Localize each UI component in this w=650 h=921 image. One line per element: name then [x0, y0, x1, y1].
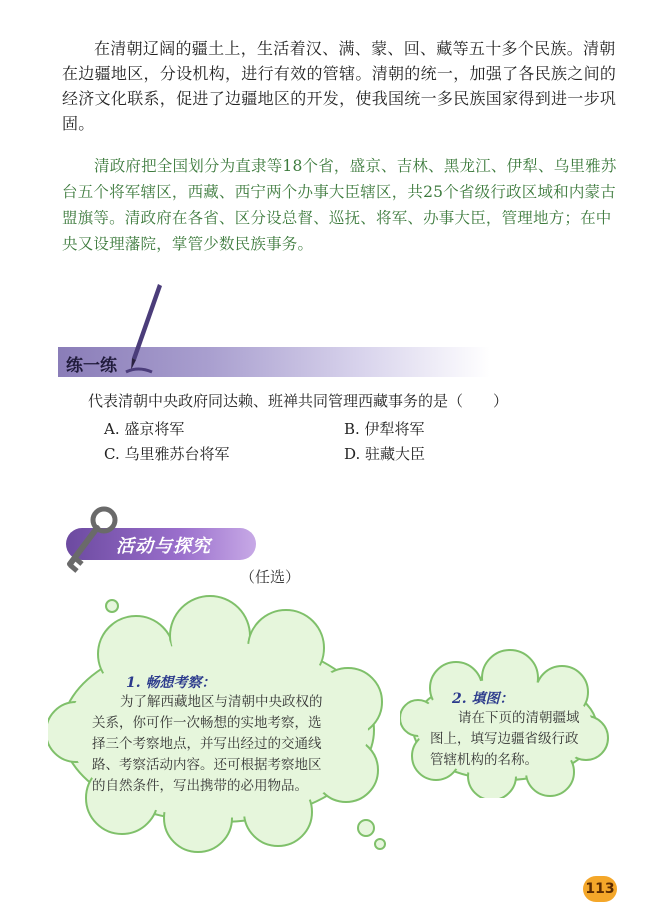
option-c[interactable]: C. 乌里雅苏台将军 [104, 445, 230, 463]
cloud-1-title: 1. 畅想考察： [126, 675, 216, 691]
exercise-question: 代表清朝中央政府同达赖、班禅共同管理西藏事务的是（ ） [88, 392, 509, 410]
administration-note: 清政府把全国划分为直隶等18个省，盛京、吉林、黑龙江、伊犁、乌里雅苏台五个将军辖区，西藏、西宁两个办事大臣辖区，共25个省级行政区域和内蒙古盟旗等。清政府在各省、区分设总督、巡抚、将军、办事大臣，管理地方；在中央又设理藩院，掌管少数民族事务。 [62, 157, 617, 253]
activity-label: 活动与探究 [116, 536, 211, 557]
optional-note: （任选） [240, 568, 301, 586]
exercise-label: 练一练 [66, 356, 117, 376]
option-a[interactable]: A. 盛京将军 [104, 420, 185, 438]
option-d[interactable]: D. 驻藏大臣 [344, 445, 426, 463]
option-b[interactable]: B. 伊犁将军 [344, 420, 425, 438]
cloud-2-text: 请在下页的清朝疆域图上，填写边疆省级行政管辖机构的名称。 [430, 710, 580, 768]
cloud-1-text: 为了解西藏地区与清朝中央政权的关系，你可作一次畅想的实地考察，选择三个考察地点，并写出经过的交通线路、考察活动内容。还可根据考察地区的自然条件，写出携带的必用物品。 [92, 694, 323, 794]
page-number: 113 [583, 876, 617, 902]
cloud-2-title: 2. 填图： [452, 691, 514, 707]
key-icon [60, 506, 120, 574]
quill-pen-icon [118, 282, 168, 377]
intro-paragraph: 在清朝辽阔的疆土上，生活着汉、满、蒙、回、藏等五十多个民族。清朝在边疆地区，分设机构，进行有效的管辖。清朝的统一，加强了各民族之间的经济文化联系，促进了边疆地区的开发，使我国统一多民族国家得到进一步巩固。 [62, 39, 617, 133]
